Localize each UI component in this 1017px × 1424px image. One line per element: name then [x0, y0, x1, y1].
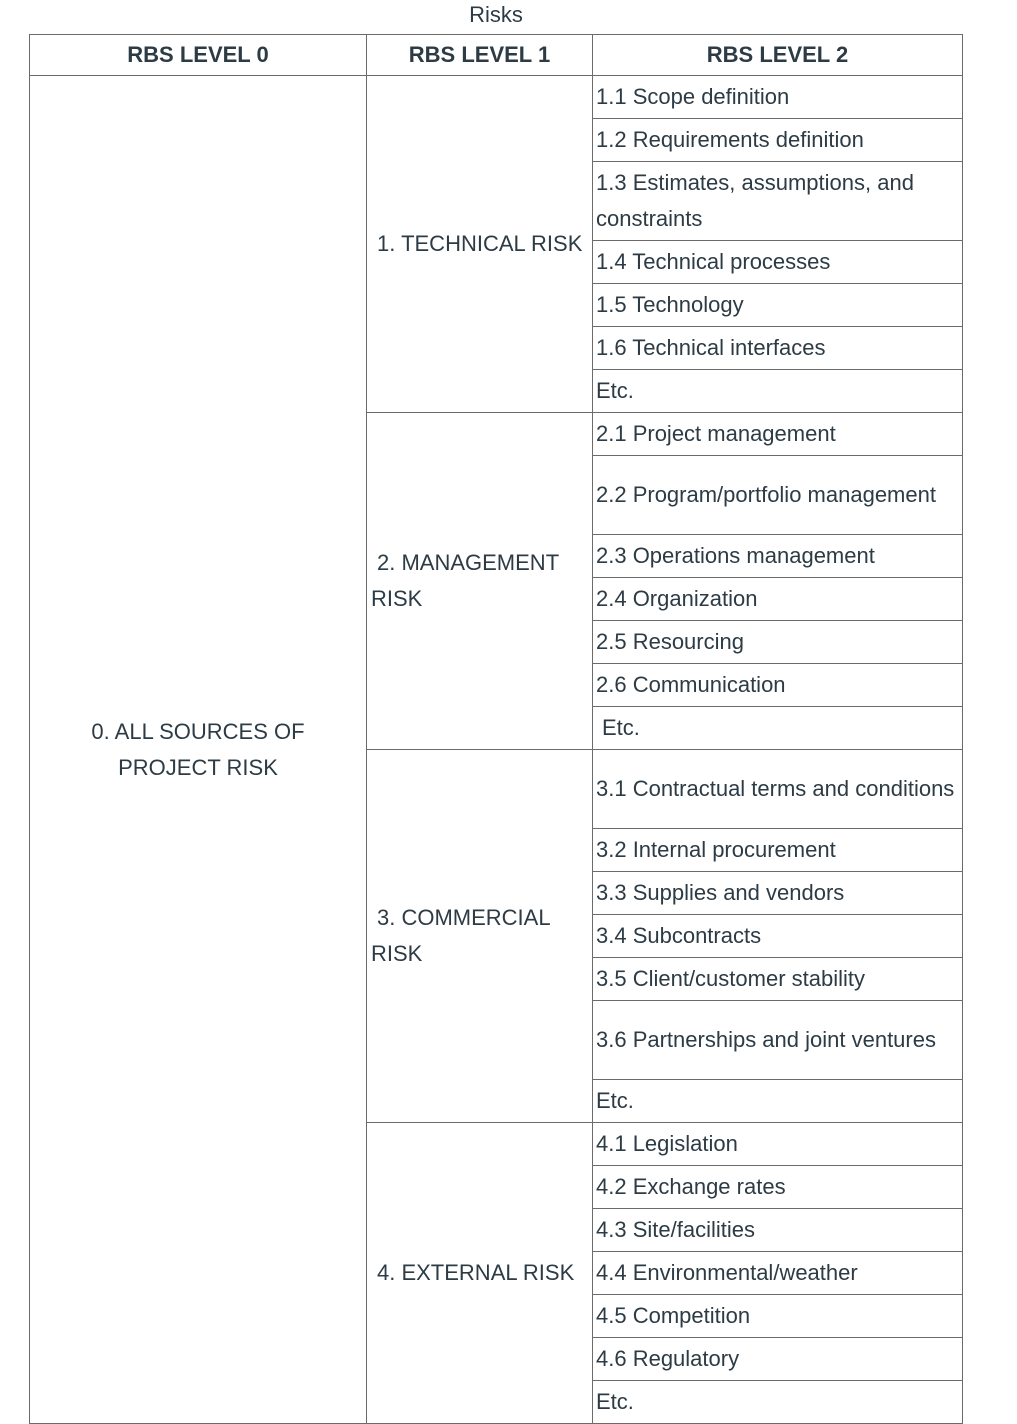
- level2-cell: Etc.: [593, 1381, 963, 1424]
- level2-cell: 4.3 Site/facilities: [593, 1209, 963, 1252]
- level2-cell: Etc.: [593, 1080, 963, 1123]
- header-rbs-level-0: RBS LEVEL 0: [30, 35, 367, 76]
- level2-cell: 4.1 Legislation: [593, 1123, 963, 1166]
- table-row: [30, 76, 963, 119]
- level2-cell: 1.2 Requirements definition: [593, 119, 963, 162]
- level2-cell: 2.5 Resourcing: [593, 621, 963, 664]
- level1-cell-management: [367, 413, 593, 750]
- level2-cell: Etc.: [593, 707, 963, 750]
- level1-label: 2. MANAGEMENT RISK: [371, 550, 559, 611]
- level1-cell-external: [367, 1123, 593, 1424]
- level2-cell: 1.5 Technology: [593, 284, 963, 327]
- level2-cell: 3.6 Partnerships and joint ventures: [593, 1001, 963, 1080]
- level0-label: 0. ALL SOURCES OF PROJECT RISK: [91, 718, 305, 780]
- level2-cell: Etc.: [593, 370, 963, 413]
- header-rbs-level-2: RBS LEVEL 2: [593, 35, 963, 76]
- level2-cell: 1.6 Technical interfaces: [593, 327, 963, 370]
- level2-cell: 3.5 Client/customer stability: [593, 958, 963, 1001]
- table-caption: Risks: [469, 2, 523, 27]
- level2-cell: 4.6 Regulatory: [593, 1338, 963, 1381]
- level2-cell: 2.4 Organization: [593, 578, 963, 621]
- header-rbs-level-1: RBS LEVEL 1: [367, 35, 593, 76]
- level1-label: 4. EXTERNAL RISK: [377, 1260, 575, 1285]
- level2-cell: 2.6 Communication: [593, 664, 963, 707]
- level1-cell-technical: [367, 76, 593, 413]
- level2-cell: 4.5 Competition: [593, 1295, 963, 1338]
- level2-cell: 2.1 Project management: [593, 413, 963, 456]
- level2-cell: 3.2 Internal procurement: [593, 829, 963, 872]
- level1-cell-commercial: [367, 750, 593, 1123]
- level2-cell: 1.4 Technical processes: [593, 241, 963, 284]
- level2-cell: 4.2 Exchange rates: [593, 1166, 963, 1209]
- level2-cell: 1.1 Scope definition: [593, 76, 963, 119]
- level2-cell: 3.1 Contractual terms and conditions: [593, 750, 963, 829]
- level1-label: 3. COMMERCIAL RISK: [371, 905, 550, 966]
- level2-cell: 3.4 Subcontracts: [593, 915, 963, 958]
- level0-cell: [30, 76, 367, 1424]
- level2-cell: 2.3 Operations management: [593, 535, 963, 578]
- level2-cell: 2.2 Program/portfolio management: [593, 456, 963, 535]
- rbs-table: [29, 34, 963, 1424]
- level2-cell: 1.3 Estimates, assumptions, and constraints: [593, 162, 963, 241]
- level2-cell: 3.3 Supplies and vendors: [593, 872, 963, 915]
- level1-label: 1. TECHNICAL RISK: [377, 231, 583, 256]
- level2-cell: 4.4 Environmental/weather: [593, 1252, 963, 1295]
- header-row: [30, 35, 963, 76]
